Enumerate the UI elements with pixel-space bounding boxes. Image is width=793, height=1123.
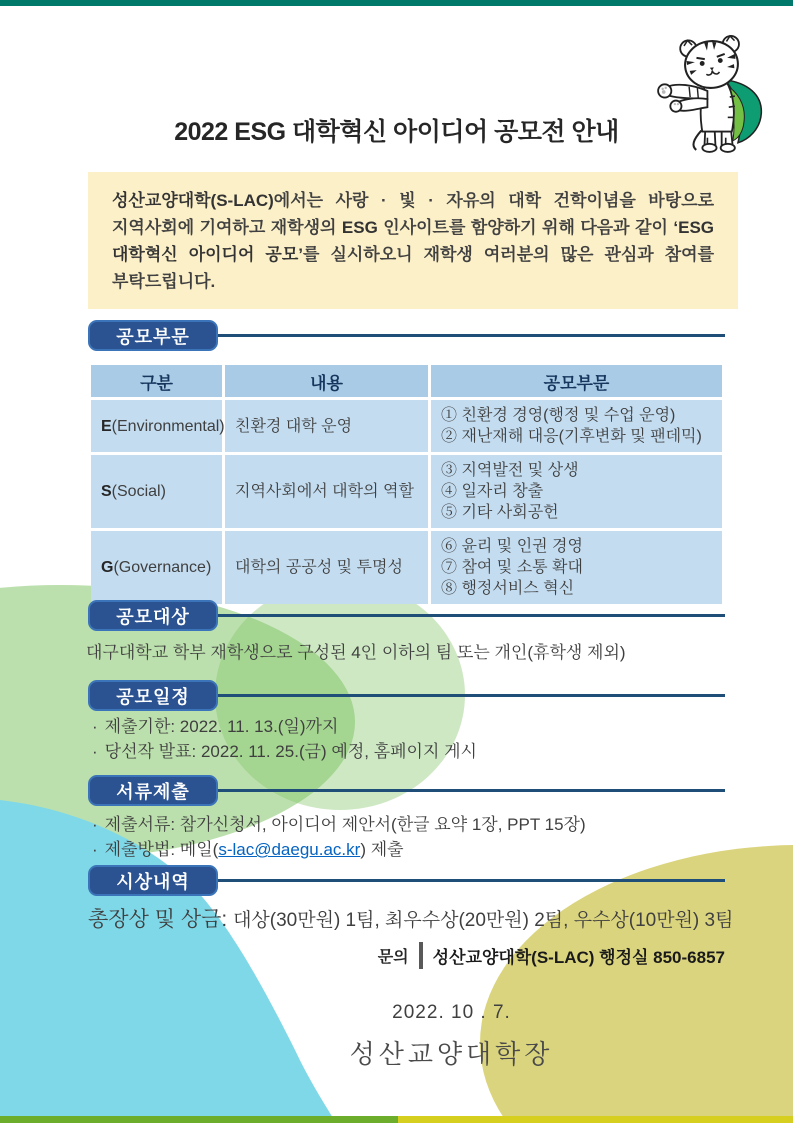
section-badge-label: 시상내역 [116,871,190,892]
cell-type: S(Social) [91,455,222,528]
intro-paragraph [112,187,714,295]
contact-text: 성산교양대학(S-LAC) 행정실 850-6857 [432,948,725,967]
section-rule [212,614,725,617]
submission-list [92,812,586,862]
tiger-mascot-illustration [648,34,776,156]
col-header-type: 구분 [91,365,222,397]
prize-label: 총장상 및 상금: [88,908,234,931]
cell-content: 대학의 공공성 및 투명성 [225,531,428,604]
category-item: ① 친환경 경영(행정 및 수업 운영) [441,407,676,424]
cell-category-items [431,455,722,528]
intro-box [88,172,738,309]
bullet-icon: · [92,840,98,859]
category-item: ④ 일자리 창출 [441,483,544,500]
table-row [91,531,722,604]
category-item: ② 재난재해 대응(기후변화 및 팬데믹) [441,428,702,445]
section-badge-eligibility [88,600,218,631]
page-title: 2022 ESG 대학혁신 아이디어 공모전 안내 [174,118,619,146]
intro-text-run: ‘ESG 대학혁신 아이디어 공모’ [112,218,715,264]
intro-text-run: 성산교양대학(S-LAC) [112,191,274,210]
submission-item-text: 제출서류: 참가신청서, 아이디어 제안서(한글 요약 1장, PPT 15장) [104,815,586,834]
date-line: 2022. 10 . 7. [392,1002,511,1023]
section-badge-awards [88,865,218,896]
section-rule [212,694,725,697]
schedule-item-text: 제출기한: 2022. 11. 13.(일)까지 [104,717,339,736]
submission-item [92,837,586,862]
intro-text-run: 를 실시하오니 재학생 여러분의 많은 관심과 참여를 부탁드립니다. [112,245,715,291]
intro-text-run: 에서는 사랑 · 빛 · 자유의 대학 건학이념을 바탕으로 지역사회에 기여하고 재학생의 [112,191,714,237]
cell-type: G(Governance) [91,531,222,604]
category-item: ⑧ 행정서비스 혁신 [441,580,575,597]
submission-item-text: ) 제출 [360,840,404,859]
category-item: ⑤ 기타 사회공헌 [441,504,559,521]
col-header-category: 공모부문 [431,365,722,397]
prize-line [88,903,733,933]
top-accent-bar [0,0,793,6]
schedule-item [92,739,477,764]
section-rule [212,334,725,337]
cell-content: 친환경 대학 운영 [225,400,428,452]
intro-text-run: ESG [341,218,378,237]
table-header-row [91,365,722,397]
cell-category-items [431,531,722,604]
section-badge-label: 공모대상 [116,606,190,627]
submission-email-link[interactable]: s-lac@daegu.ac.kr [218,840,361,859]
section-rule [212,879,725,882]
signer-line: 성산교양대학장 [349,1039,554,1069]
table-row [91,400,722,452]
category-item: ⑦ 참여 및 소통 확대 [441,559,583,576]
eligibility-text: 대구대학교 학부 재학생으로 구성된 4인 이하의 팀 또는 개인(휴학생 제외) [86,643,626,662]
section-badge-schedule [88,680,218,711]
schedule-item [92,714,477,739]
category-item: ③ 지역발전 및 상생 [441,462,579,479]
section-badge-label: 공모부문 [116,326,190,347]
yellow-blob [480,845,793,1123]
schedule-item-text: 당선작 발표: 2022. 11. 25.(금) 예정, 홈페이지 게시 [104,742,477,761]
section-badge-label: 공모일정 [116,686,190,707]
section-badge-submission [88,775,218,806]
bottom-accent-bar-yellow [398,1116,793,1123]
bullet-icon: · [92,717,98,736]
bullet-icon: · [92,815,98,834]
submission-item [92,812,586,837]
contact-divider-bar [419,942,423,969]
category-item: ⑥ 윤리 및 인권 경영 [441,538,583,555]
schedule-list [92,714,477,764]
col-header-content: 내용 [225,365,428,397]
bottom-accent-bar-green [0,1116,398,1123]
table-row [91,455,722,528]
section-badge-label: 서류제출 [116,781,190,802]
cell-category-items [431,400,722,452]
cell-type: E(Environmental) [91,400,222,452]
cell-content: 지역사회에서 대학의 역할 [225,455,428,528]
bullet-icon: · [92,742,98,761]
section-badge-categories [88,320,218,351]
intro-text-run: 인사이트를 함양하기 위해 다음과 같이 [377,218,674,237]
categories-table [88,362,725,607]
contact-label: 문의 [377,949,409,966]
submission-item-text: 제출방법: 메일( [104,840,219,859]
contact-line [378,942,725,969]
section-rule [212,789,725,792]
prize-text: 대상(30만원) 1팀, 최우수상(20만원) 2팀, 우수상(10만원) 3팀 [233,910,734,931]
